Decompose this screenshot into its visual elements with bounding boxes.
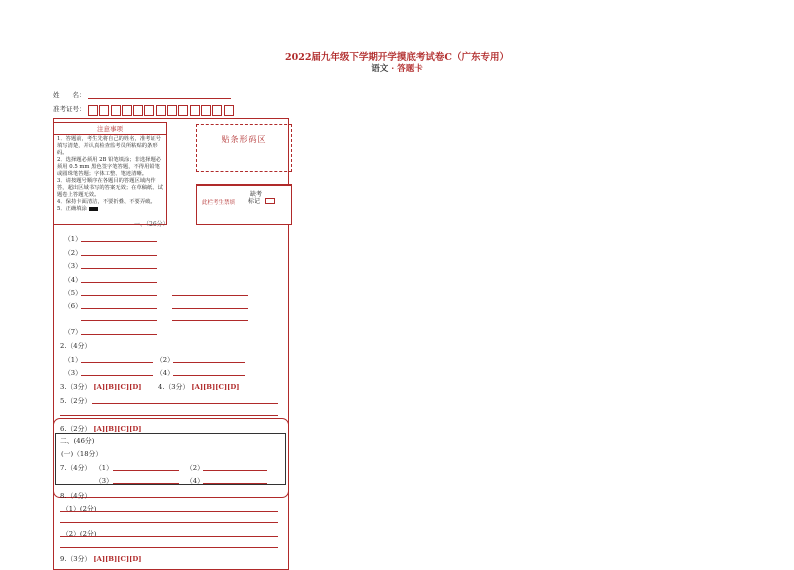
q2-answer-line[interactable]	[173, 375, 245, 376]
subject-label: 语文	[371, 64, 389, 74]
q1-answer-line[interactable]	[172, 320, 248, 321]
q8-answer-line[interactable]	[60, 511, 278, 512]
section2-header: 二、(46分)	[60, 437, 95, 445]
q5-answer-line[interactable]	[92, 403, 278, 404]
q8-answer-line[interactable]	[60, 522, 278, 523]
absent-box	[196, 184, 292, 225]
q1-item-label: （2）	[64, 249, 82, 257]
name-field[interactable]	[88, 98, 231, 99]
id-number-grid[interactable]	[88, 105, 235, 116]
q1-answer-line[interactable]	[81, 255, 157, 256]
notice-item: 1．答题前，考生先将自己的姓名，准考证号填写清楚，并认真检查监考员所粘贴的条形码。	[57, 136, 162, 156]
q1-answer-line[interactable]	[81, 334, 157, 335]
q1-item-label: （1）	[64, 235, 82, 243]
q7-item-label: （2）	[186, 464, 204, 472]
q7-item-label: （1）	[95, 464, 113, 472]
q3-choices[interactable]: [A][B][C][D]	[93, 383, 142, 391]
q1-answer-line[interactable]	[81, 320, 157, 321]
q1-answer-line[interactable]	[172, 295, 248, 296]
q1-item-label: （4）	[64, 276, 82, 284]
q1-answer-line[interactable]	[81, 268, 157, 269]
answer-sheet-label: 答题卡	[397, 64, 423, 74]
q5-label: 5.（2分）	[60, 397, 92, 405]
q8-answer-line[interactable]	[60, 547, 278, 548]
q2-item-label: （3）	[64, 369, 82, 377]
absent-checkbox[interactable]	[265, 198, 275, 204]
section1-header-partial: 一、（26分）	[134, 221, 169, 228]
q1-answer-line[interactable]	[172, 308, 248, 309]
q9-choices[interactable]: [A][B][C][D]	[93, 555, 142, 563]
q2-answer-line[interactable]	[81, 375, 153, 376]
barcode-label: 贴条形码区	[221, 135, 267, 144]
q2-item-label: （1）	[64, 356, 82, 364]
q1-item-label: （5）	[64, 289, 82, 297]
notice-body	[57, 136, 163, 213]
section2-sub1: (一)（18分）	[61, 450, 103, 458]
name-label: 姓 名：	[53, 91, 86, 99]
subtitle-separator: ·	[388, 64, 398, 74]
q8-sub2-label: （2）(2分)	[62, 530, 97, 538]
page-subtitle	[0, 62, 794, 74]
notice-item: 2．选择题必须用 2B 铅笔填涂；非选择题必须用 0.5 mm 黑色签字笔答题，不得用铅笔或圆珠笔答题；字体工整、笔迹清晰。	[57, 157, 162, 177]
q5-answer-line[interactable]	[60, 415, 278, 416]
q1-item-label: （6）	[64, 302, 82, 310]
q7-answer-line[interactable]	[113, 470, 179, 471]
q9-label: 9.（3分） [A][B][C][D]	[60, 555, 142, 563]
barcode-area	[196, 124, 292, 172]
q7-item-label: （3）	[95, 477, 113, 485]
q1-answer-line[interactable]	[81, 308, 157, 309]
q2-answer-line[interactable]	[81, 362, 153, 363]
q6-label: 6.（2分） [A][B][C][D]	[60, 425, 142, 433]
page-title: 2022届九年级下学期开学摸底考试卷C（广东专用）	[284, 52, 509, 63]
absent-restricted-label: 此栏考生禁填	[202, 200, 236, 206]
notice-box	[53, 122, 167, 225]
q2-label: 2.（4分）	[60, 342, 92, 350]
q2-item-label: （2）	[156, 356, 174, 364]
q8-answer-line[interactable]	[60, 536, 278, 537]
q7-answer-line[interactable]	[203, 483, 267, 484]
q8-label: 8.（4分）	[60, 492, 92, 500]
q7-answer-line[interactable]	[113, 483, 179, 484]
q4-label: 4.（3分） [A][B][C][D]	[158, 383, 240, 391]
q7-answer-line[interactable]	[203, 470, 267, 471]
q7-label: 7.（4分）	[60, 464, 92, 472]
q1-item-label: （3）	[64, 262, 82, 270]
absent-mark-label-2: 标记	[248, 198, 261, 205]
q1-answer-line[interactable]	[81, 282, 157, 283]
absent-mark-label-1: 缺考	[250, 191, 263, 198]
q2-answer-line[interactable]	[173, 362, 245, 363]
q7-item-label: （4）	[186, 477, 204, 485]
q1-answer-line[interactable]	[81, 295, 157, 296]
q1-item-label: （7）	[64, 328, 82, 336]
notice-item: 3．请按题号顺序在各题目的答题区域内作答，超出区域书写的答案无效；在草稿纸、试题卷上答题无效。	[57, 178, 163, 198]
q6-choices[interactable]: [A][B][C][D]	[93, 425, 142, 433]
notice-item: 4．保持卡面清洁，不要折叠、不要弄破。	[57, 199, 156, 205]
q1-answer-line[interactable]	[81, 241, 157, 242]
q2-item-label: （4）	[156, 369, 174, 377]
id-label: 准考证号：	[53, 105, 86, 113]
q3-label: 3.（3分） [A][B][C][D]	[60, 383, 142, 391]
filled-mark-example	[89, 207, 98, 211]
notice-title: 注意事项	[97, 125, 123, 133]
q4-choices[interactable]: [A][B][C][D]	[191, 383, 240, 391]
notice-item: 5．正确填涂	[57, 206, 163, 213]
q8-sub1-label: （1）(2分)	[62, 505, 97, 513]
